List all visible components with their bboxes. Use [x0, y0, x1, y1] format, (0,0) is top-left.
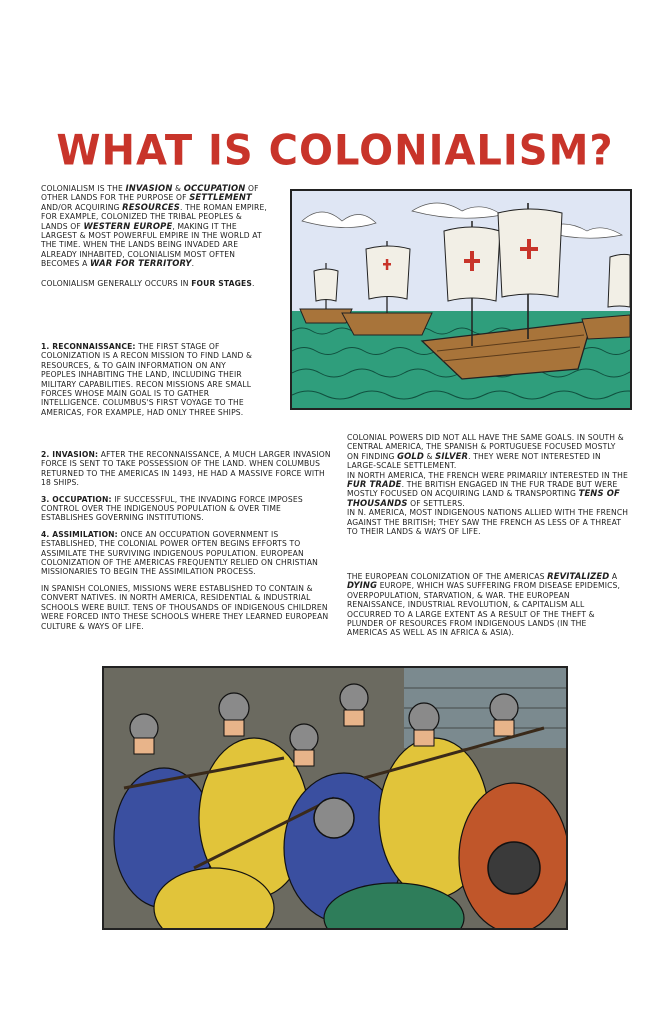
- sailing-ships-illustration: [290, 189, 632, 410]
- europe-paragraph: THE EUROPEAN COLONIZATION OF THE AMERICAS REVITALIZED A DYING EUROPE, WHICH WAS SUFFERING FROM DISEASE EPIDEMICS, OVERPOPULATION, STARVATION, & WAR. THE EUROPEAN RENAISSANCE, INDUSTRIAL REVOLUTION, & CAPITALISM ALL OCCURRED TO A LARGE EXTENT AS A RESULT OF THE THEFT & PLUNDER OF RESOURCES FROM INDIGENOUS LANDS (IN THE AMERICAS AS WELL AS IN AFRICA & ASIA).: [347, 571, 621, 638]
- missions-paragraph: IN SPANISH COLONIES, MISSIONS WERE ESTABLISHED TO CONTAIN & CONVERT NATIVES. IN NORTH AMERICA, RESIDENTIAL & INDUSTRIAL SCHOOLS WERE BUILT. TENS OF THOUSANDS OF INDIGENOUS CHILDREN WERE FORCED INTO THESE SCHOOLS WHERE THEY LEARNED EUROPEAN CULTURE & WAYS OF LIFE.: [41, 583, 329, 631]
- stage-occupation: 3. OCCUPATION: IF SUCCESSFUL, THE INVADING FORCE IMPOSES CONTROL OVER THE INDIGENOUS POPULATION & OVER TIME ESTABLISHES GOVERNING INSTITUTIONS.: [41, 494, 303, 523]
- page-title: WHAT IS COLONIALISM?: [56, 126, 614, 176]
- battle-illustration: [102, 666, 568, 930]
- colonial-powers-paragraph: COLONIAL POWERS DID NOT ALL HAVE THE SAME GOALS. IN SOUTH & CENTRAL AMERICA, THE SPANISH & PORTUGUESE FOCUSED MOSTLY ON FINDING GOLD & SILVER. THEY WERE NOT INTERESTED IN LARGE-SCALE SETTLEMENT. IN NORTH AMERICA, THE FRENCH WERE PRIMARILY INTERESTED IN THE FUR TRADE. THE BRITISH ENGAGED IN THE FUR TRADE BUT WERE MOSTLY FOCUSED ON ACQUIRING LAND & TRANSPORTING TENS OF THOUSANDS OF SETTLERS. IN N. AMERICA, MOST INDIGENOUS NATIONS ALLIED WITH THE FRENCH AGAINST THE BRITISH; THEY SAW THE FRENCH AS LESS OF A THREAT TO THEIR LANDS & WAYS OF LIFE.: [347, 433, 629, 537]
- stage-invasion: 2. INVASION: AFTER THE RECONNAISSANCE, A MUCH LARGER INVASION FORCE IS SENT TO TAKE POSSESSION OF THE LAND. WHEN COLUMBUS RETURNED TO THE AMERICAS IN 1493, HE HAD A MASSIVE FORCE WITH 18 SHIPS.: [41, 450, 331, 488]
- stages-continued: [41, 450, 331, 638]
- stage-reconnaissance: 1. RECONNAISSANCE: THE FIRST STAGE OF COLONIZATION IS A RECON MISSION TO FIND LAND & RESOURCES, & TO GAIN INFORMATION ON ANY PEOPLES INHABITING THE LAND, INCLUDING THEIR MILITARY CAPABILITIES. RECON MISSIONS ARE SMALL FORCES WHOSE MAIN GOAL IS TO GATHER INTELLIGENCE. COLUMBUS'S FIRST VOYAGE TO THE AMERICAS, FOR EXAMPLE, HAD ONLY THREE SHIPS.: [41, 342, 253, 417]
- stages-intro: COLONIALISM GENERALLY OCCURS IN FOUR STAGES.: [41, 278, 255, 288]
- intro-paragraph: COLONIALISM IS THE INVASION & OCCUPATION OF OTHER LANDS FOR THE PURPOSE OF SETTLEMENT AND/OR ACQUIRING RESOURCES. THE ROMAN EMPIRE, FOR EXAMPLE, COLONIZED THE TRIBAL PEOPLES & LANDS OF WESTERN EUROPE, MAKING IT THE LARGEST & MOST POWERFUL EMPIRE IN THE WORLD AT THE TIME. WHEN THE LANDS BEING INVADED ARE ALREADY INHABITED, COLONIALISM MOST OFTEN BECOMES A WAR FOR TERRITORY. COLONIALISM GENERALLY OCCURS IN FOUR STAGES.: [41, 184, 271, 295]
- stage-assimilation: 4. ASSIMILATION: ONCE AN OCCUPATION GOVERNMENT IS ESTABLISHED, THE COLONIAL POWER OFTEN BEGINS EFFORTS TO ASSIMILATE THE SURVIVING INDIGENOUS POPULATION. EUROPEAN COLONIZATION OF THE AMERICAS FREQUENTLY RELIED ON CHRISTIAN MISSIONARIES TO BEGIN THE ASSIMILATION PROCESS.: [41, 529, 318, 577]
